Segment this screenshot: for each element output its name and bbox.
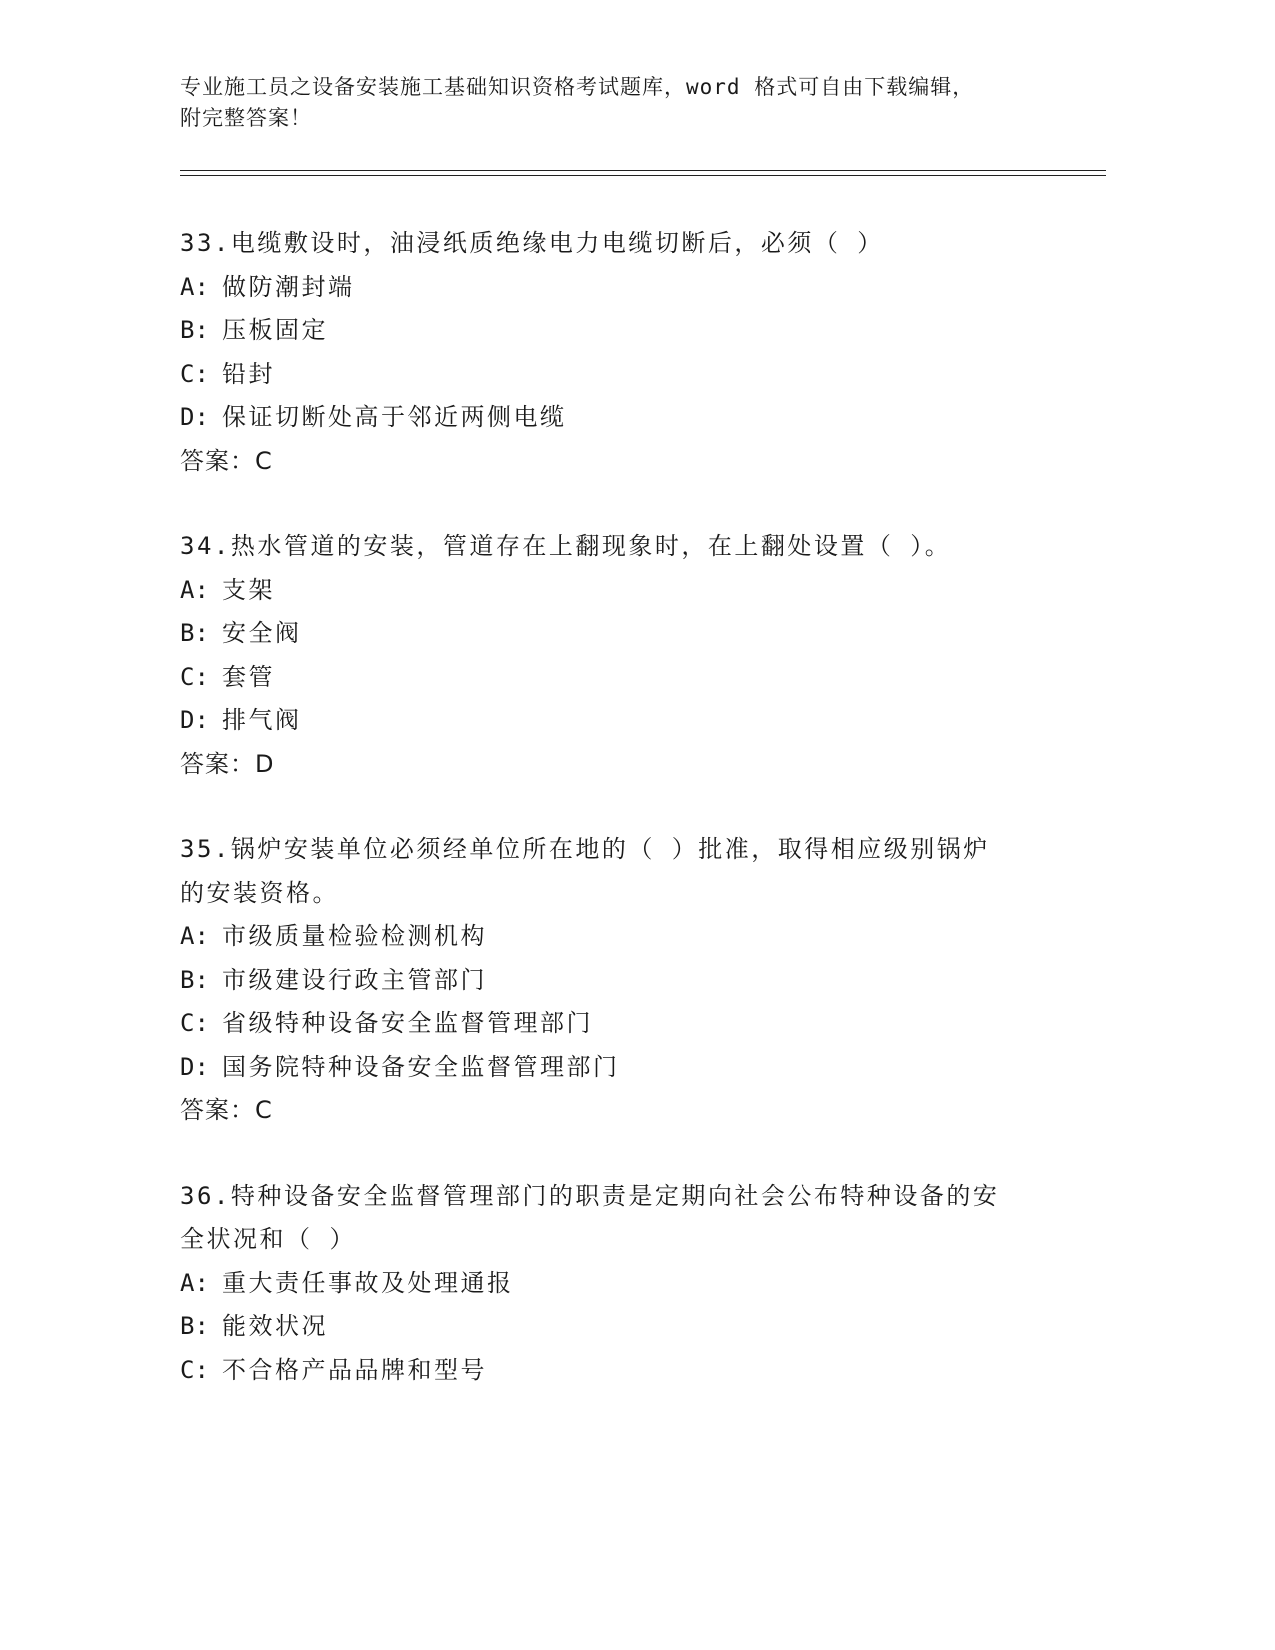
option-c [180, 1349, 1080, 1393]
option-letter: D: [180, 1052, 209, 1081]
header-rule-bottom [180, 175, 1106, 176]
option-letter: B: [180, 965, 209, 994]
header-line-1: 专业施工员之设备安装施工基础知识资格考试题库，word 格式可自由下载编辑， [180, 75, 975, 99]
option-b [180, 612, 1080, 656]
option-c [180, 1002, 1080, 1046]
option-text: 铅封 [222, 359, 275, 388]
option-letter: B: [180, 619, 209, 647]
option-c [180, 353, 1080, 397]
option-letter: C: [180, 359, 209, 388]
stem-line: 36.特种设备安全监督管理部门的职责是定期向社会公布特种设备的安 [180, 1181, 1000, 1210]
option-letter: A: [180, 575, 209, 604]
question-stem [180, 525, 1080, 569]
option-d [180, 699, 1080, 743]
option-d [180, 1046, 1080, 1090]
option-letter: C: [180, 1355, 209, 1384]
option-text: 能效状况 [222, 1312, 328, 1340]
option-letter: C: [180, 662, 209, 691]
stem-line: 的安装资格。 [180, 878, 339, 907]
option-text: 省级特种设备安全监督管理部门 [222, 1009, 593, 1037]
option-letter: A: [180, 272, 209, 301]
option-letter: B: [180, 316, 209, 344]
option-d [180, 396, 1080, 440]
option-b [180, 309, 1080, 353]
question-stem [180, 222, 1080, 266]
option-b [180, 1305, 1080, 1349]
question-35 [180, 828, 1080, 1133]
question-stem [180, 828, 1080, 915]
option-letter: D: [180, 706, 209, 734]
option-b [180, 959, 1080, 1003]
option-a [180, 569, 1080, 613]
option-text: 压板固定 [222, 316, 328, 344]
option-letter: D: [180, 403, 209, 431]
answer-line: 答案：C [180, 1096, 273, 1124]
option-text: 市级质量检验检测机构 [222, 922, 487, 950]
option-letter: A: [180, 1268, 209, 1297]
question-list [180, 222, 1080, 1434]
question-34 [180, 525, 1080, 786]
stem-line: 33.电缆敷设时，油浸纸质绝缘电力电缆切断后，必须（ ） [180, 229, 884, 257]
option-text: 不合格产品品牌和型号 [222, 1355, 487, 1384]
option-text: 支架 [222, 575, 275, 604]
option-text: 排气阀 [222, 706, 302, 734]
option-letter: C: [180, 1009, 209, 1037]
option-c [180, 656, 1080, 700]
option-a [180, 1262, 1080, 1306]
option-text: 保证切断处高于邻近两侧电缆 [222, 403, 567, 431]
header-line-2: 附完整答案！ [180, 106, 312, 130]
stem-line: 全状况和（ ） [180, 1225, 356, 1253]
option-a [180, 266, 1080, 310]
stem-line: 34.热水管道的安装，管道存在上翻现象时，在上翻处设置（ ）。 [180, 532, 952, 560]
question-36 [180, 1175, 1080, 1393]
option-text: 市级建设行政主管部门 [222, 965, 487, 994]
header-rule-top [180, 170, 1106, 171]
option-text: 安全阀 [222, 619, 302, 647]
question-stem [180, 1175, 1080, 1262]
option-text: 国务院特种设备安全监督管理部门 [222, 1052, 620, 1081]
document-header [180, 72, 1040, 134]
option-text: 重大责任事故及处理通报 [222, 1268, 514, 1297]
answer-line: 答案：C [180, 446, 273, 475]
option-a [180, 915, 1080, 959]
option-letter: B: [180, 1312, 209, 1340]
answer-line: 答案：D [180, 749, 275, 778]
option-text: 套管 [222, 662, 275, 691]
stem-line: 35.锅炉安装单位必须经单位所在地的（ ）批准，取得相应级别锅炉 [180, 835, 990, 863]
question-33 [180, 222, 1080, 483]
option-letter: A: [180, 922, 209, 950]
option-text: 做防潮封端 [222, 272, 355, 301]
